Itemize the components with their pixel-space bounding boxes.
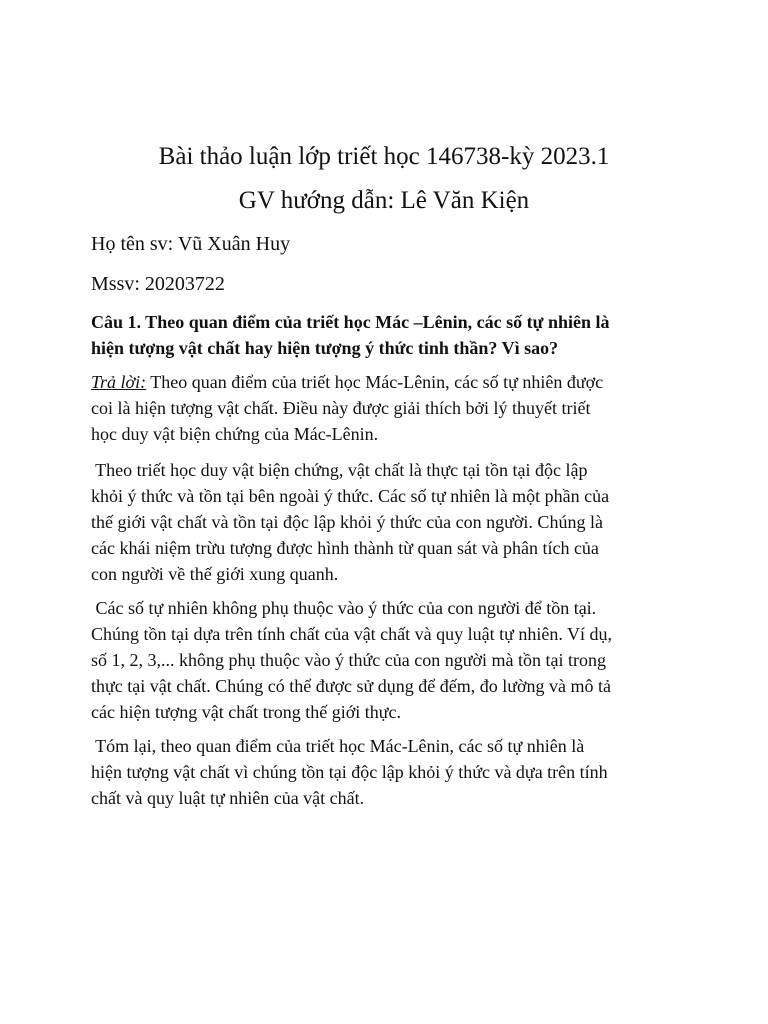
answer-label: Trả lời: <box>91 372 147 392</box>
question-line: Câu 1. Theo quan điểm của triết học Mác –Lênin, các số tự nhiên là <box>91 312 610 332</box>
answer-line: coi là hiện tượng vật chất. Điều này được giải thích bởi lý thuyết triết <box>91 398 591 418</box>
paragraph-line: chất và quy luật tự nhiên của vật chất. <box>91 788 365 808</box>
paragraph-line: hiện tượng vật chất vì chúng tồn tại độc lập khỏi ý thức và dựa trên tính <box>91 762 608 782</box>
student-name: Họ tên sv: Vũ Xuân Huy <box>91 233 291 255</box>
paragraph-line: thế giới vật chất và tồn tại độc lập khỏi ý thức của con người. Chúng là <box>91 512 603 532</box>
student-id: Mssv: 20203722 <box>91 273 225 295</box>
paragraph-line: thực tại vật chất. Chúng có thể được sử dụng để đếm, đo lường và mô tả <box>91 676 611 696</box>
paragraph-line: các khái niệm trừu tượng được hình thành từ quan sát và phân tích của <box>91 538 599 558</box>
document-title: Bài thảo luận lớp triết học 146738-kỳ 2023.1 <box>158 143 610 170</box>
answer-line: học duy vật biện chứng của Mác-Lênin. <box>91 424 379 444</box>
paragraph-line: Tóm lại, theo quan điểm của triết học Mác-Lênin, các số tự nhiên là <box>91 736 585 756</box>
paragraph-line: khỏi ý thức và tồn tại bên ngoài ý thức. Các số tự nhiên là một phần của <box>91 486 610 506</box>
paragraph-3 <box>91 595 691 725</box>
paragraph-line: Chúng tồn tại dựa trên tính chất của vật chất và quy luật tự nhiên. Ví dụ, <box>91 624 613 644</box>
answer-paragraph <box>91 369 691 447</box>
instructor-line: GV hướng dẫn: Lê Văn Kiện <box>238 187 530 214</box>
paragraph-line: con người về thế giới xung quanh. <box>91 564 339 584</box>
paragraph-line: Các số tự nhiên không phụ thuộc vào ý thức của con người để tồn tại. <box>91 598 597 618</box>
answer-first-line-text: Theo quan điểm của triết học Mác-Lênin, các số tự nhiên được <box>146 372 604 392</box>
paragraph-4 <box>91 733 691 811</box>
paragraph-2 <box>91 457 691 587</box>
paragraph-line: Theo triết học duy vật biện chứng, vật chất là thực tại tồn tại độc lập <box>91 460 588 480</box>
question-line: hiện tượng vật chất hay hiện tượng ý thức tinh thần? Vì sao? <box>91 338 559 358</box>
answer-first-line <box>91 369 691 395</box>
paragraph-line: các hiện tượng vật chất trong thế giới thực. <box>91 702 401 722</box>
question-1 <box>91 309 691 361</box>
paragraph-line: số 1, 2, 3,... không phụ thuộc vào ý thức của con người mà tồn tại trong <box>91 650 606 670</box>
